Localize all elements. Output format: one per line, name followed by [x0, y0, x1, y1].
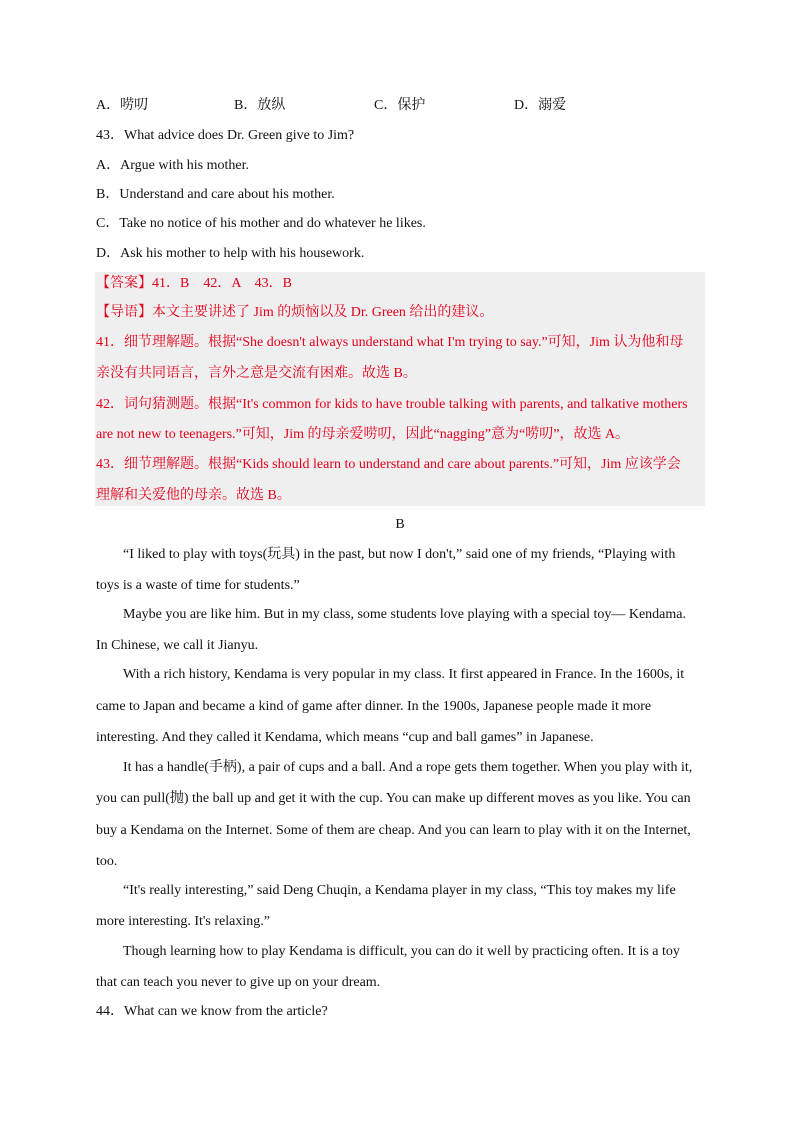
passage-line: It has a handle(手柄), a pair of cups and a ball. And a rope gets them together. When you play with it, [123, 760, 693, 775]
q42-option-c: C．保护 [374, 98, 426, 113]
passage-line: Maybe you are like him. But in my class, some students love playing with a special toy— Kendama. [123, 607, 687, 622]
q43-option-b: B．Understand and care about his mother. [96, 187, 335, 202]
passage-line: “It's really interesting,” said Deng Chuqin, a Kendama player in my class, “This toy makes my life [123, 883, 676, 898]
answer-key: 【答案】41．B 42．A 43．B [96, 276, 293, 291]
passage-line: that can teach you never to give up on your dream. [96, 975, 381, 990]
explanation-line: are not new to teenagers.”可知，Jim 的母亲爱唠叨，因此“nagging”意为“唠叨”，故选 A。 [96, 427, 630, 442]
passage-line: Though learning how to play Kendama is difficult, you can do it well by practicing often. It is a toy [123, 944, 680, 959]
passage-line: came to Japan and became a kind of game after dinner. In the 1900s, Japanese people made it more [96, 699, 652, 714]
passage-line: interesting. And they called it Kendama, which means “cup and ball games” in Japanese. [96, 730, 594, 745]
q43-question: 43．What advice does Dr. Green give to Jim? [96, 128, 355, 143]
passage-line: too. [96, 854, 118, 869]
passage-line: buy a Kendama on the Internet. Some of them are cheap. And you can learn to play with it on the Internet, [96, 823, 691, 838]
explanation-line: 41．细节理解题。根据“She doesn't always understand what I'm trying to say.”可知，Jim 认为他和母 [96, 335, 684, 350]
q42-option-a: A．唠叨 [96, 98, 149, 113]
passage-line: In Chinese, we call it Jianyu. [96, 638, 259, 653]
passage-line: more interesting. It's relaxing.” [96, 914, 270, 929]
passage-line: you can pull(抛) the ball up and get it with the cup. You can make up different moves as you like. You can [96, 791, 691, 806]
explanation-line: 亲没有共同语言，言外之意是交流有困难。故选 B。 [96, 366, 417, 381]
explanation-line: 理解和关爱他的母亲。故选 B。 [96, 488, 291, 503]
q42-options [96, 96, 696, 116]
passage-line: With a rich history, Kendama is very popular in my class. It first appeared in France. In the 1600s, it [123, 667, 685, 682]
q43-option-a: A．Argue with his mother. [96, 158, 249, 173]
explanation-line: 42．词句猜测题。根据“It's common for kids to have trouble talking with parents, and talkative mothers [96, 397, 688, 412]
q42-option-d: D．溺爱 [514, 98, 567, 113]
explanation-line: 43．细节理解题。根据“Kids should learn to understand and care about parents.”可知，Jim 应该学会 [96, 457, 681, 472]
q43-option-c: C．Take no notice of his mother and do whatever he likes. [96, 216, 426, 231]
q44-question: 44．What can we know from the article? [96, 1004, 328, 1019]
answer-guide: 【导语】本文主要讲述了 Jim 的烦恼以及 Dr. Green 给出的建议。 [96, 305, 494, 320]
section-heading: B [395, 517, 405, 532]
passage-line: toys is a waste of time for students.” [96, 578, 300, 593]
q42-option-b: B．放纵 [234, 98, 286, 113]
passage-line: “I liked to play with toys(玩具) in the past, but now I don't,” said one of my friends, “Playing with [123, 547, 676, 562]
q43-option-d: D．Ask his mother to help with his housework. [96, 246, 365, 261]
